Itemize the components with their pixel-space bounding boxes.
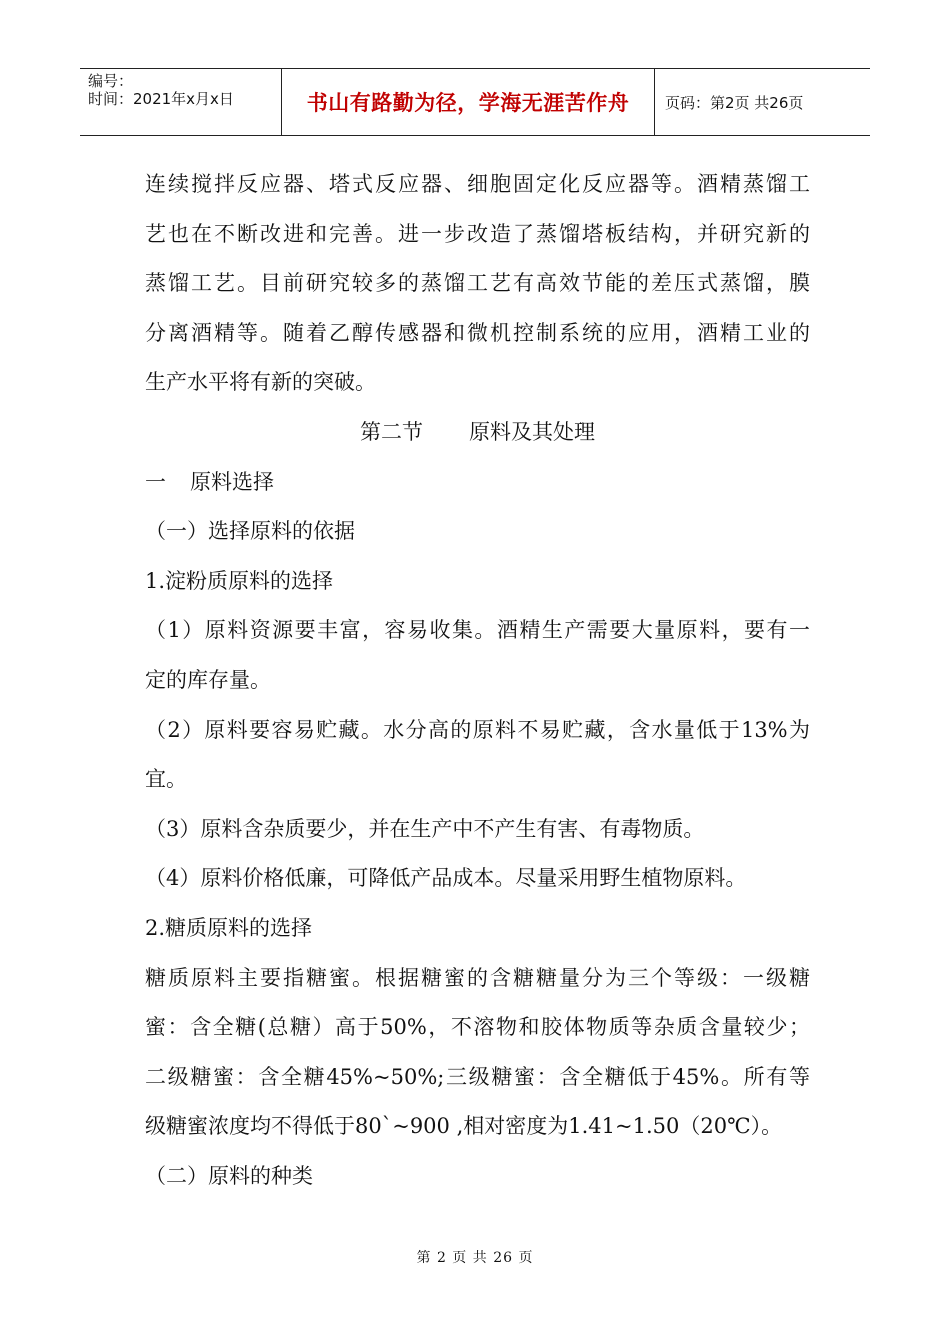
heading-title: 原料选择 (190, 469, 274, 494)
paragraph-line: 级糖蜜浓度均不得低于80`~900 ,相对密度为1.41~1.50（20℃）。 (145, 1114, 783, 1139)
list-item-line: （3）原料含杂质要少，并在生产中不产生有害、有毒物质。 (145, 816, 705, 841)
document-header (80, 68, 870, 136)
header-number-label: 编号： (88, 72, 134, 90)
paragraph-line: 蒸馏工艺。目前研究较多的蒸馏工艺有高效节能的差压式蒸馏，膜 (145, 271, 810, 296)
list-item-line: 宜。 (145, 767, 187, 792)
header-page-label: 页码：第2页 共26页 (665, 93, 804, 112)
paragraph-line: 生产水平将有新的突破。 (145, 370, 376, 395)
list-item-line: （2）原料要容易贮藏。水分高的原料不易贮藏，含水量低于13%为 (145, 717, 810, 742)
paragraph-line: 二级糖蜜：含全糖45%~50%;三级糖蜜：含全糖低于45%。所有等 (145, 1064, 810, 1089)
paragraph-line: 蜜：含全糖(总糖）高于50%，不溶物和胶体物质等杂质含量较少； (145, 1015, 810, 1040)
list-item-line: （4）原料价格低廉，可降低产品成本。尽量采用野生植物原料。 (145, 866, 747, 891)
list-item-line: （1）原料资源要丰富，容易收集。酒精生产需要大量原料，要有一 (145, 618, 810, 643)
heading-level-2: （一）选择原料的依据 (145, 519, 355, 544)
paragraph-line: 艺也在不断改进和完善。进一步改造了蒸馏塔板结构，并研究新的 (145, 221, 810, 246)
paragraph-line: 分离酒精等。随着乙醇传感器和微机控制系统的应用，酒精工业的 (145, 320, 810, 345)
header-motto-cell (281, 69, 655, 135)
heading-level-1 (145, 458, 810, 508)
document-body (145, 160, 810, 1201)
heading-number: 一 (145, 469, 166, 494)
paragraph-line: 连续搅拌反应器、塔式反应器、细胞固定化反应器等。酒精蒸馏工 (145, 172, 810, 196)
heading-level-3: 1.淀粉质原料的选择 (145, 568, 334, 593)
list-item-line: 定的库存量。 (145, 667, 271, 692)
header-motto: 书山有路勤为径，学海无涯苦作舟 (306, 91, 630, 115)
section-number: 第二节 (360, 419, 423, 444)
heading-level-2: （二）原料的种类 (145, 1163, 313, 1188)
section-title: 原料及其处理 (469, 419, 595, 444)
section-heading (145, 408, 810, 458)
paragraph-line: 糖质原料主要指糖蜜。根据糖蜜的含糖糖量分为三个等级：一级糖 (145, 965, 810, 990)
header-meta (80, 69, 281, 135)
header-page-cell (655, 69, 870, 135)
page-footer: 第 2 页 共 26 页 (416, 1250, 534, 1266)
header-time-label: 时间：2021年x月x日 (88, 90, 234, 108)
heading-level-3: 2.糖质原料的选择 (145, 915, 313, 940)
